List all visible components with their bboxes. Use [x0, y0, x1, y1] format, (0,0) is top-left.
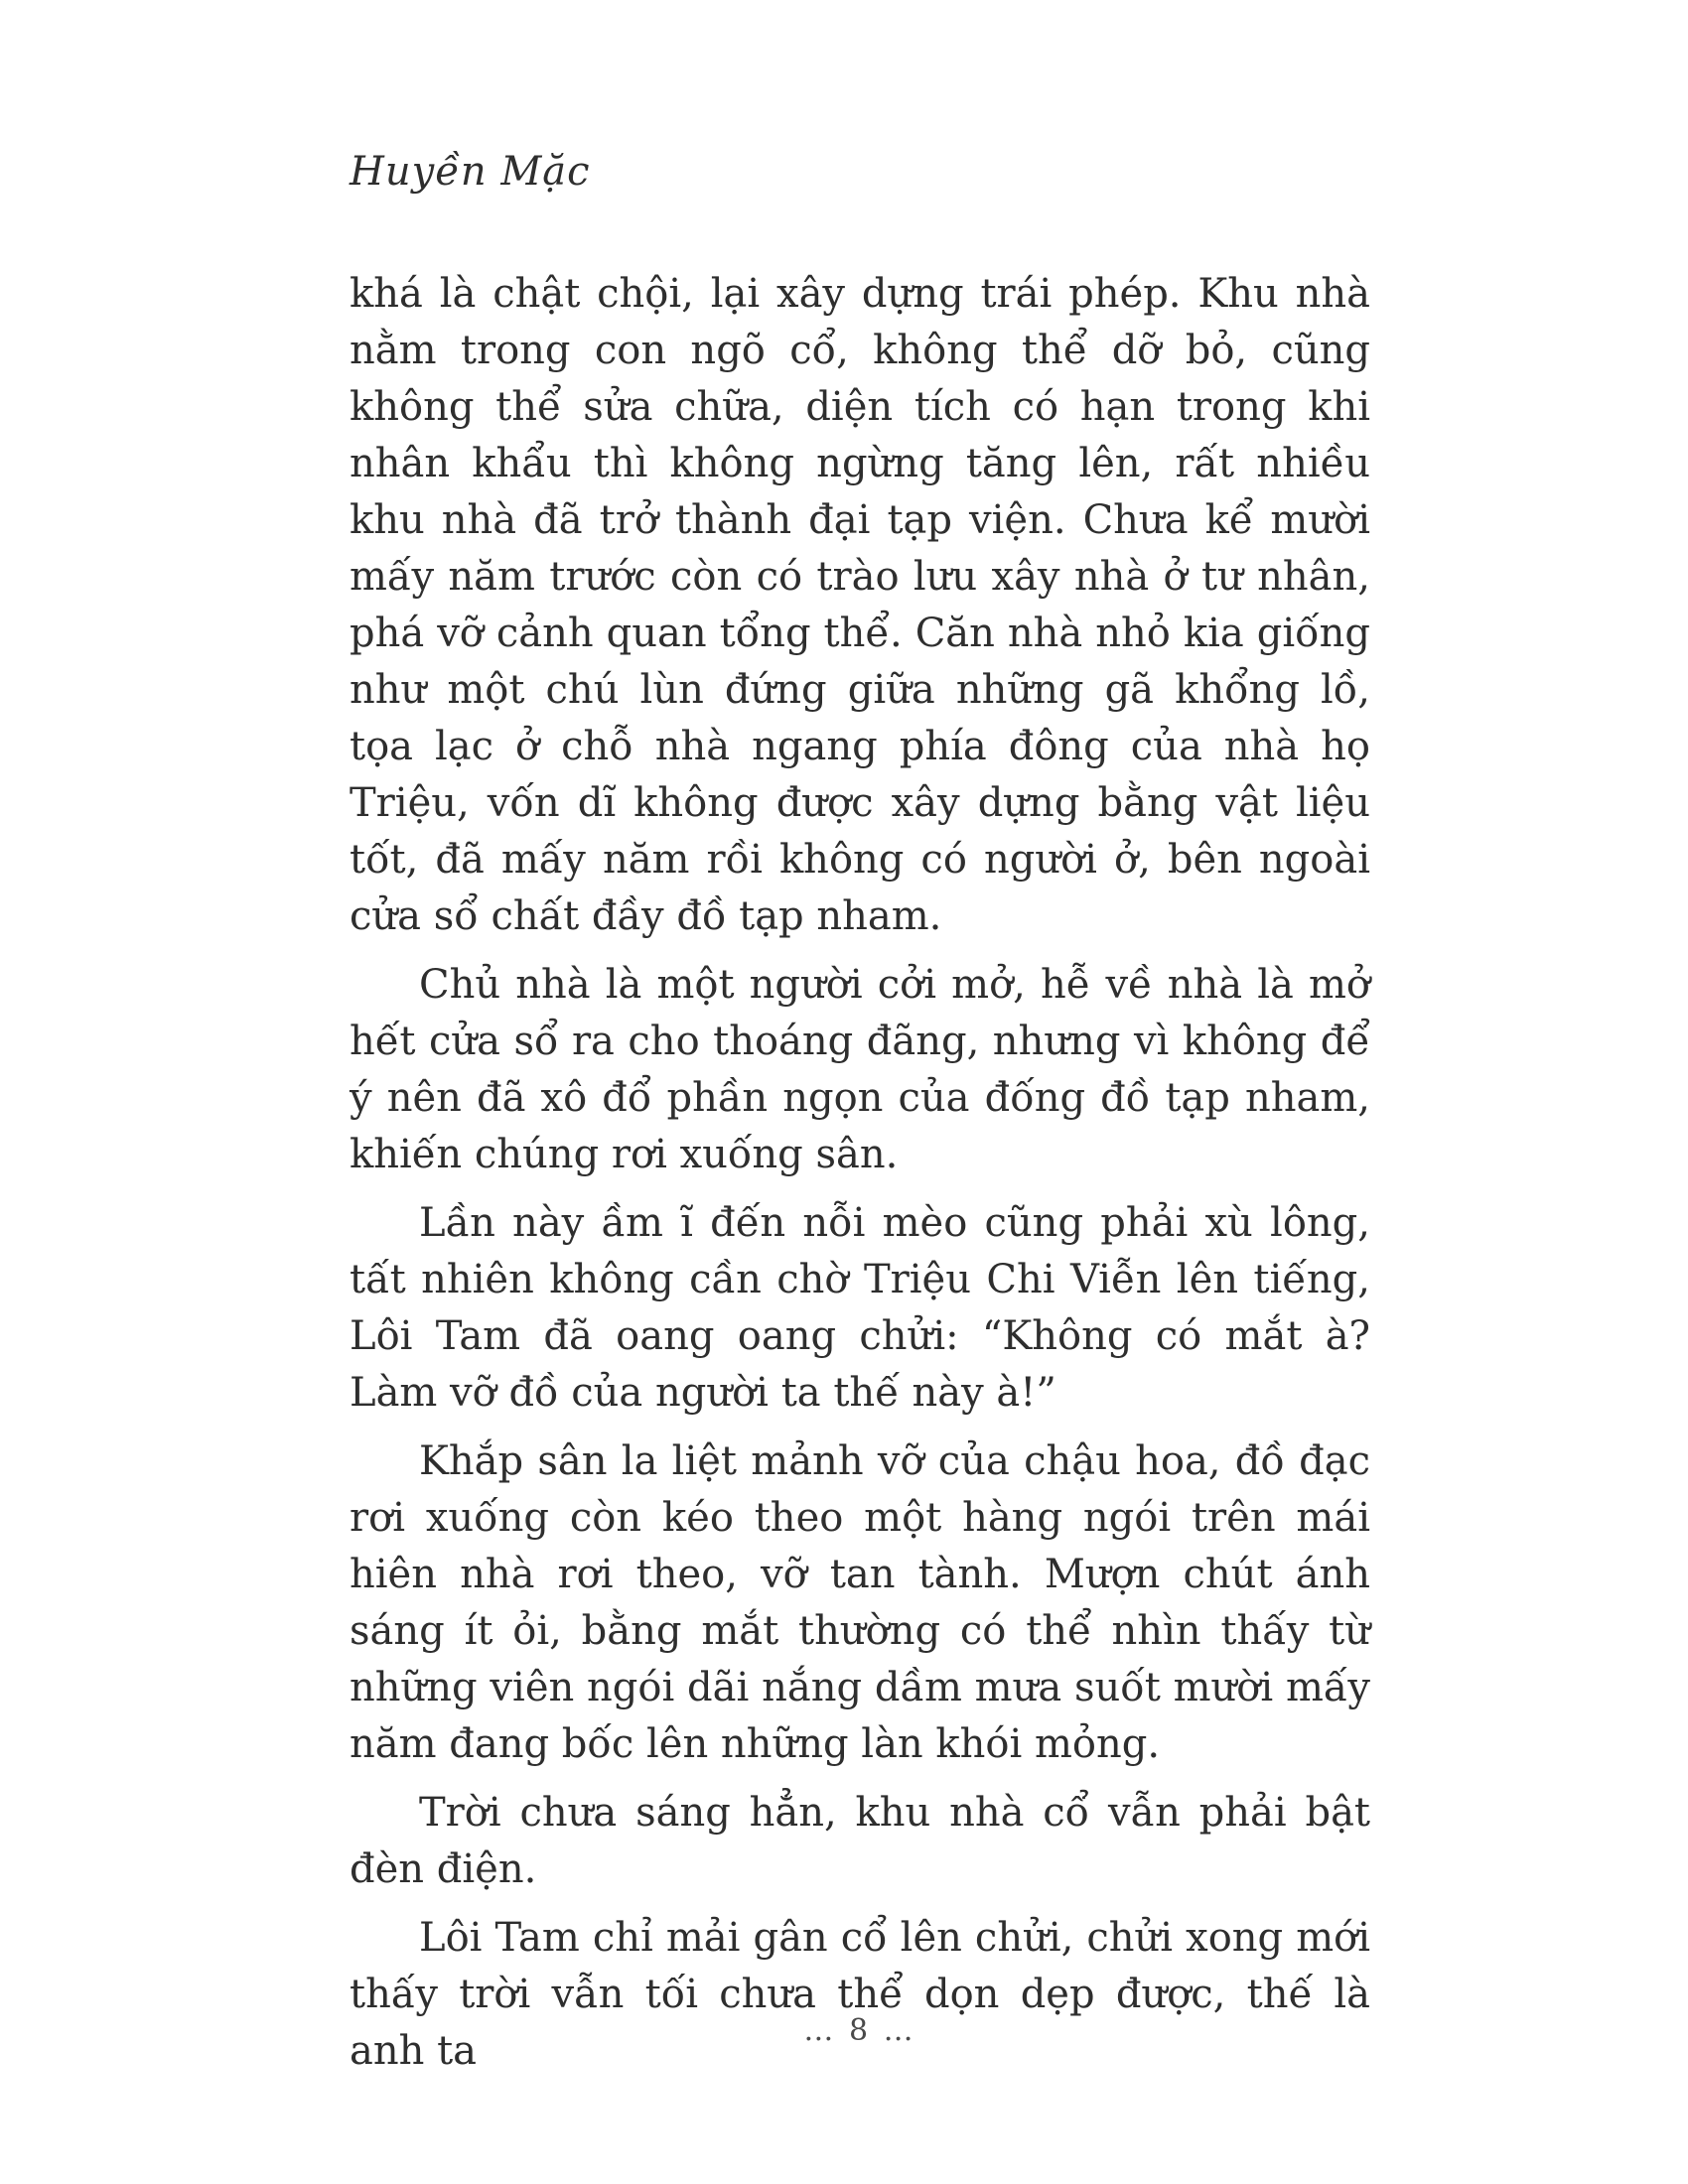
text-block [350, 266, 1370, 2092]
paragraph: Khắp sân la liệt mảnh vỡ của chậu hoa, đồ đạc rơi xuống còn kéo theo một hàng ngói trên mái hiên nhà rơi theo, vỡ tan tành. Mượn chút ánh sáng ít ỏi, bằng mắt thường có thể nhìn thấy từ những viên ngói dãi nắng dầm mưa suốt mười mấy năm đang bốc lên những làn khói mỏng. [350, 1438, 1370, 1767]
paragraph: Lôi Tam chỉ mải gân cổ lên chửi, chửi xong mới thấy trời vẫn tối chưa thể dọn dẹp được, thế là anh ta [350, 1915, 1370, 2074]
page-number: … 8 … [803, 2013, 916, 2048]
paragraph: khá là chật chội, lại xây dựng trái phép. Khu nhà nằm trong con ngõ cổ, không thể dỡ bỏ, cũng không thể sửa chữa, diện tích có hạn trong khi nhân khẩu thì không ngừng tăng lên, rất nhiều khu nhà đã trở thành đại tạp viện. Chưa kể mười mấy năm trước còn có trào lưu xây nhà ở tư nhân, phá vỡ cảnh quan tổng thể. Căn nhà nhỏ kia giống như một chú lùn đứng giữa những gã khổng lồ, tọa lạc ở chỗ nhà ngang phía đông của nhà họ Triệu, vốn dĩ không được xây dựng bằng vật liệu tốt, đã mấy năm rồi không có người ở, bên ngoài cửa sổ chất đầy đồ tạp nham. [350, 271, 1370, 939]
paragraph: Chủ nhà là một người cởi mở, hễ về nhà là mở hết cửa sổ ra cho thoáng đãng, nhưng vì không để ý nên đã xô đổ phần ngọn của đống đồ tạp nham, khiến chúng rơi xuống sân. [350, 962, 1370, 1177]
running-header-author: Huyền Mặc [350, 149, 591, 195]
paragraph: Lần này ầm ĩ đến nỗi mèo cũng phải xù lông, tất nhiên không cần chờ Triệu Chi Viễn lên tiếng, Lôi Tam đã oang oang chửi: “Không có mắt à? Làm vỡ đồ của người ta thế này à!” [350, 1200, 1370, 1416]
paragraph: Trời chưa sáng hẳn, khu nhà cổ vẫn phải bật đèn điện. [350, 1790, 1370, 1892]
